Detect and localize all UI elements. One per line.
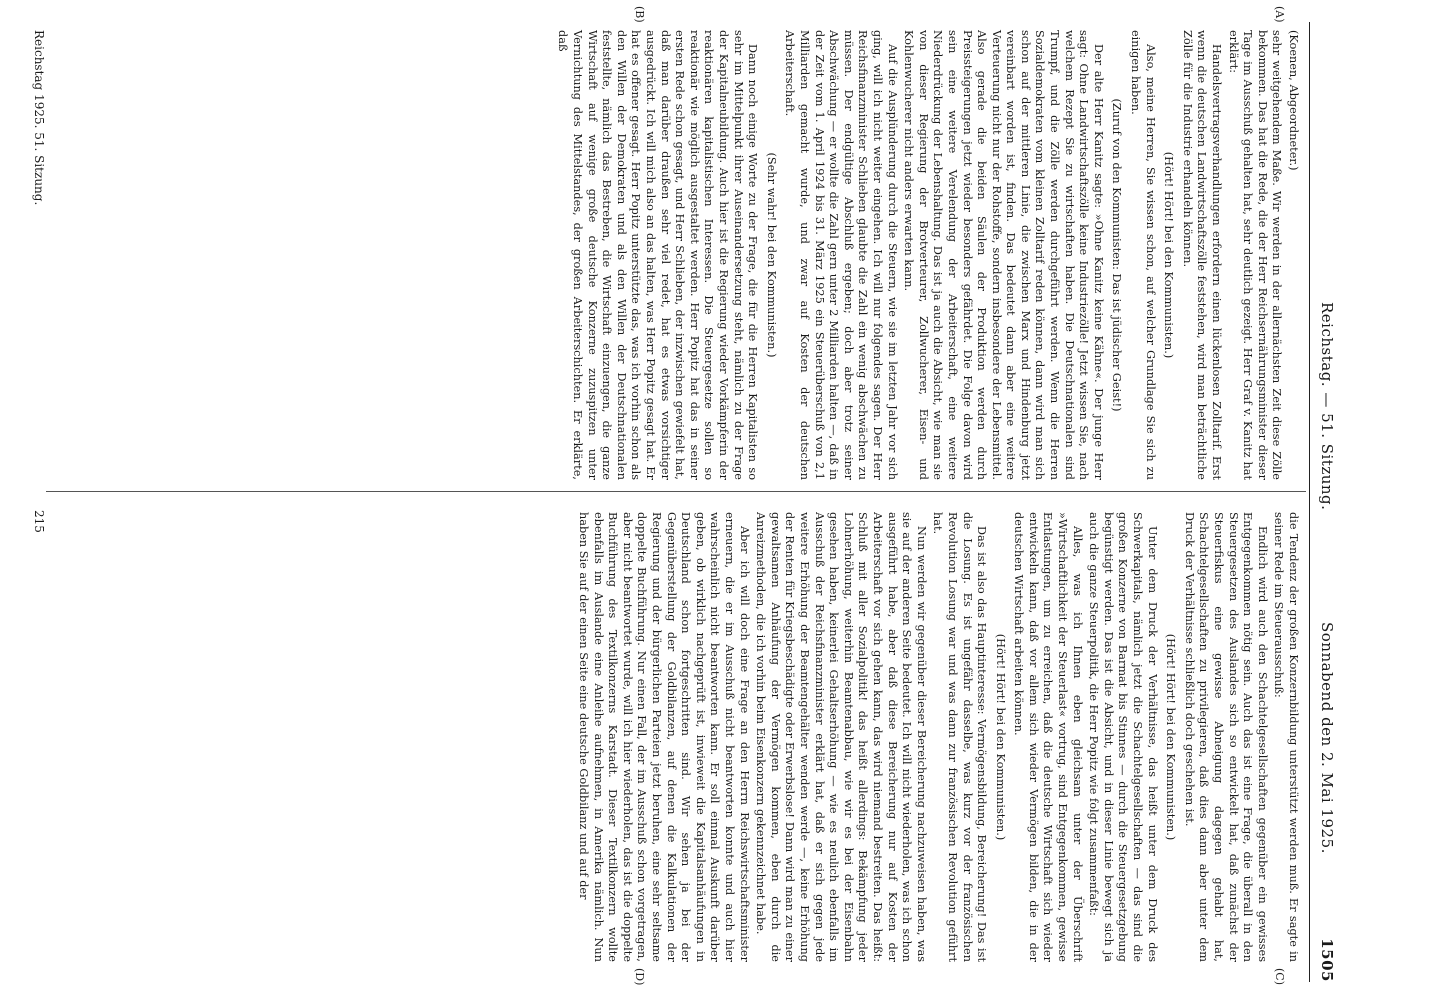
paragraph: Aber ich will doch eine Frage an den Herrn Reichswirtschaftsminister erneuern, die er im Ausschuß nicht beantworten konnte und auch hier wahrscheinlich nicht beantworten kann. Er soll einmal Auskunft darüber geben, ob wirklich nachgeprüft ist, inwieweit die Kapitalsanhäufungen in Deutschland schon fortgeschritten sind. Wir sehen ja bei der Gegenüberstellung der Goldbilanzen, auf denen die Kalkulationen der Regierung und der bürgerlichen Parteien jetzt beruhen, eine sehr seltsame doppelte Buchführung. Nur einen Fall, der im Ausschuß schon vorgetragen, aber nicht beantwortet wurde, will ich hier wiederholen, das ist die doppelte Buchführung des Textilkonzerns Karstadt. Dieser Textilkonzern wollte ebenfalls im Auslande eine Anleihe aufnehmen, in Amerika nämlich. Nun haben Sie auf der einen Seite eine deutsche Goldbilanz und auf der [577,512,751,962]
header-rule [1309,22,1310,982]
paragraph: Handelsvertragsverhandlungen erfordern einen lückenlosen Zolltarif. Erst wenn die deutschen Landwirtschaftszölle feststehen, wird man beträchtliche Zölle für die Industrie erhandeln können. [1180,30,1224,480]
interjection: (Hört! Hört! bei den Kommunisten.) [1162,151,1176,359]
paragraph: sehr weitgehendem Maße. Wir werden in der allernächsten Zeit diese Zölle bekommen. Das hat die Rede, die der Herr Reichsernährungsminister dieser Tage im Ausschuß gehalten hat, sehr deutlich gezeigt. Herr Graf v. Kanitz hat erklärt: [1226,30,1284,480]
paragraph: Also, meine Herren, Sie wissen schon, auf welcher Grundlage Sie sich zu einigen haben. [1129,30,1157,480]
interjection: (Sehr wahr! bei den Kommunisten.) [764,152,778,358]
margin-mark-c: (C) [1273,968,1286,985]
margin-mark-d: (D) [633,968,646,986]
footer-left: Reichstag 1925. 51. Sitzung. [32,30,46,206]
paragraph: Nun werden wir gegenüber dieser Bereicherung nachzuweisen haben, was sie auf der anderen Seite bedeutet. Ich will nicht wiederholen, was ich schon ausgeführt habe, aber daß diese Bereicherung nur auf Kosten der Arbeiterschaft vor sich gehen kann, das wird niemand bestreiten. Das heißt: Schluß mit aller Sozialpolitik! das heißt allerdings: Bekämpfung jeder Lohnerhöhung, weiterhin Beamtenabbau, wie wir es bei der Eisenbahn gesehen haben, keinerlei Gehaltserhöhung — wie es neulich ebenfalls im Ausschuß der Reichsfinanzminister erklärt hat, daß er sich gegen jede weitere Erhöhung der Beamtengehälter wenden werde —, keine Erhöhung der Renten für Kriegsbeschädigte oder Erwerbslose! Dann wird man zu einer gewaltsamen Anhäufung der Vermögen kommen, eben durch die Anreizmethoden, die ich vorhin beim Eisenkonzern gekennzeichnet habe. [754,512,928,962]
right-column [574,512,1301,962]
footer-right: 215 [32,510,46,533]
page-number: 1505 [1318,938,1336,982]
interjection: (Zuruf von den Kommunisten: Das ist jüdischer Geist!) [1110,98,1124,412]
paragraph: Auf die Ausplünderung durch die Steuern, wie sie im letzten Jahr vor sich ging, will ich nicht weiter eingehen. Ich will nur folgendes sagen. Der Herr Reichsfinanzminister Schlieben glaubte die Zahl ein wenig abschwächen zu müssen. Der endgültige Abschluß ergeben; doch aber trotz seiner Abschwächung — er wollte die Zahl gern unter 2 Milliarden halten —, daß in der Zeit vom 1. April 1924 bis 31. März 1925 ein Steuerüberschuß von 2,1 Milliarden gemacht wurde, und zwar auf Kosten der deutschen Arbeiterschaft. [783,30,899,480]
paragraph: Unter dem Druck der Verhältnisse, das heißt unter dem Druck des Schwerkapitals, nämlich jetzt die Schachtelgesellschaften — das sind die großen Konzerne von Barmat bis Stinnes — durch die Steuergesetzgebung begünstigt werden. Das ist die Absicht, und in dieser Linie bewegt sich ja auch die ganze Steuerpolitik, die Herr Popitz wie folgt zusammenfaßt: [1087,512,1159,962]
header-left: Reichstag. — 51. Sitzung. [1318,302,1336,511]
header-right: Sonnabend den 2. Mai 1925. [1318,622,1336,854]
paragraph: Der alte Herr Kanitz sagte: »Ohne Kanitz keine Kähne«. Der junge Herr sagt: Ohne Landwirtschaftszölle keine Industriezölle! Jetzt wissen Sie, nach welchem Rezept Sie zu wirtschaften haben. Die Deutschnationalen sind Trumpf, und die Zölle werden durchgeführt werden. Wenn die Herren Sozialdemokraten vom kleinen Zolltarif reden können, dann wird man sich schon auf der mittleren Linie, die zwischen Marx und Hindenburg jetzt vereinbart worden ist, finden. Das bedeutet dann aber eine weitere Verteuerung nicht nur der Rohstoffe, sondern insbesondere der Lebensmittel. Also gerade die beiden Säulen der Produktion werden durch Preissteigerungen jetzt wieder besonders gefährdet. Die Folge davon wird sein eine weitere Verelendung der Arbeiterschaft, eine weitere Niederdrückung der Lebenshaltung. Das ist ja auch die Absicht, wie man sie von dieser Regierung der Brotverteurer, Zollwucherer, Eisen- und Kohlenwucherer nicht anders erwarten kann. [902,30,1105,480]
paragraph: die Tendenz der großen Konzernbildung unterstützt werden muß. Er sagte in seiner Rede im Steuerausschuß: [1272,512,1300,962]
margin-mark-a: (A) [1273,6,1286,23]
paragraph: Endlich wird auch den Schachtelgesellschaften gegenüber ein gewisses Entgegenkommen nötig sein. Auch das ist eine Frage, die überall in den Steuergesetzen des Auslandes sich so entwickelt hat, daß zunächst der Steuerfiskus eine gewisse Abneigung dagegen gehabt hat, Schachtelgesellschaften zu privilegieren, daß dies dann aber unter dem Druck der Verhältnisse schließlich doch geschehen ist. [1182,512,1269,962]
paragraph: Dann noch einige Worte zu der Frage, die für die Herren Kapitalisten so sehr im Mittelpunkt ihrer Auseinandersetzung steht, nämlich zu der Frage der Kapitalneubildung. Auch hier ist die Regierung wieder Vorkämpferin der reaktionären kapitalistischen Interessen. Die Steuergesetze sollen so reaktionär wie möglich ausgestaltet werden. Herr Popitz hat das in seiner ersten Rede schon gesagt, und Herr Schlieben, der inzwischen gewiefelt hat, daß man darüber draußen sehr viel redet, hat es etwas vorsichtiger ausgedrückt. Ich will mich also an das halten, was Herr Popitz gesagt hat. Er hat es offener gesagt. Herr Popitz unterstützte das, was ich vorhin schon als den Willen der Demokraten und als den Willen der Deutschnationalen feststellte, nämlich das Bestreben, die Wirtschaft einzuengen, die ganze Wirtschaft auf wenige große deutsche Konzerne zuzuspitzen unter Vernichtung des Mittelstandes, der großen Arbeiterschichten. Er erklärte, daß [556,30,760,480]
column-divider [46,491,1306,492]
interjection: (Hört! Hört! bei den Kommunisten.) [1164,633,1178,841]
margin-mark-b: (B) [633,6,646,23]
paragraph: Das ist also das Hauptinteresse: Vermögensbildung, Bereicherung! Das ist die Losung. Es ist ungefähr dasselbe, was kurz vor der französischen Revolution Losung war und was dann zur französischen Revolution geführt hat. [931,512,989,962]
interjection: (Hört! Hört! bei den Kommunisten.) [993,633,1007,841]
left-column [553,30,1300,480]
running-header [1312,22,1340,982]
paragraph: Alles, was ich Ihnen eben gleichsam unter der Überschrift »Wirtschaftlichkeit der Steuerlast« vortrug, sind Entgegenkommen, gewisse Entlastungen, um zu erreichen, daß die deutsche Wirtschaft sich wieder entwickeln kann, daß vor allem sich wieder Vermögen bilden, die in der deutschen Wirtschaft arbeiten können. [1012,512,1084,962]
paragraph: (Koenen, Abgeordneter.) [1287,30,1300,171]
